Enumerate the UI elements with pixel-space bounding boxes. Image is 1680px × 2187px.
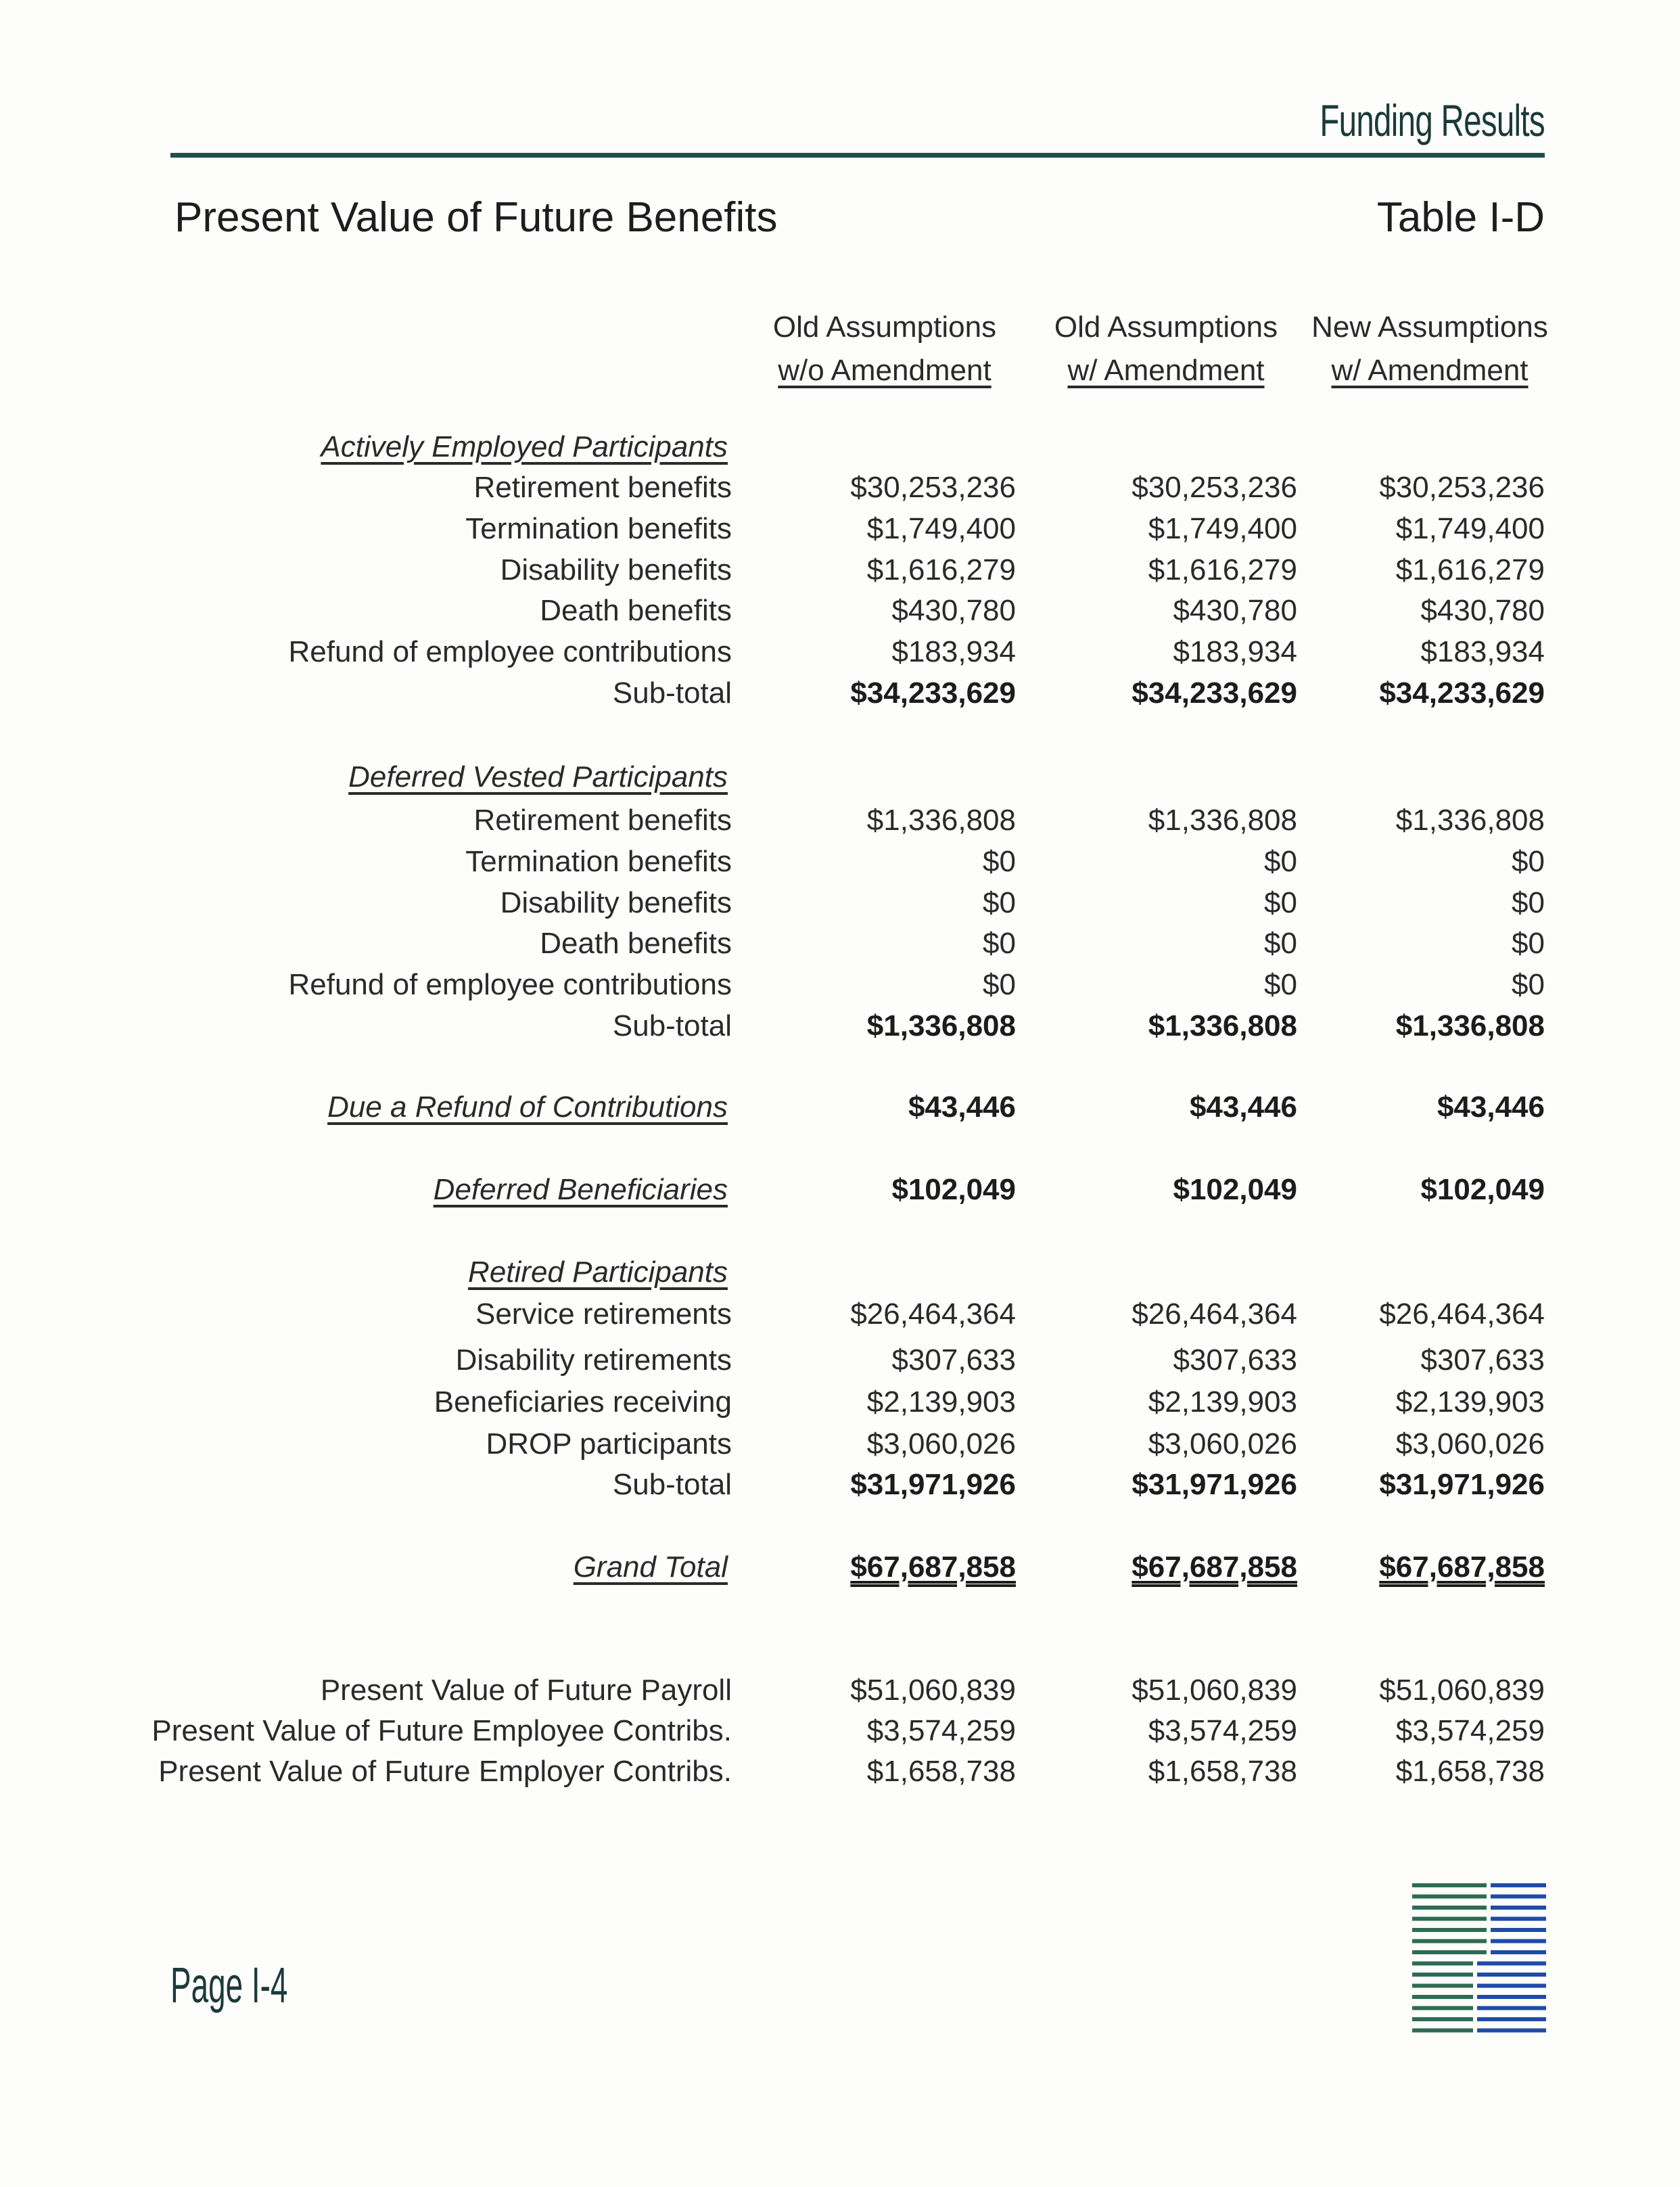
logo-stripe-green [1412,1895,1487,1899]
logo-stripe-green [1412,1973,1473,1977]
table-row-value-3: $0 [1512,844,1545,878]
table-row-value-2: $1,749,400 [1148,511,1297,545]
logo-stripe-blue [1477,1973,1546,1977]
subtotal-value-3: $31,971,926 [1379,1468,1545,1501]
logo-stripe-blue [1477,2017,1546,2021]
table-row-label: DROP participants [486,1427,732,1460]
logo-stripe-green [1412,2017,1473,2021]
table-row-value-2: $1,616,279 [1148,553,1297,586]
page-title: Present Value of Future Benefits [174,194,778,241]
table-row-value-3: $2,139,903 [1395,1385,1545,1419]
logo-stripe-green [1412,1950,1487,1954]
table-row-label: Refund of employee contributions [288,968,732,1002]
present-value-value-2: $1,658,738 [1148,1755,1297,1788]
column-header-1-line2: w/o Amendment [778,354,991,387]
table-row-value-2: $307,633 [1173,1343,1297,1377]
table-row-value-2: $0 [1264,927,1297,961]
subtotal-value-2: $34,233,629 [1131,676,1297,710]
present-value-value-1: $3,574,259 [866,1714,1016,1747]
table-row-value-1: $0 [983,968,1016,1002]
present-value-value-3: $51,060,839 [1379,1674,1545,1707]
column-header-2-line1: Old Assumptions [1054,310,1278,344]
grand-total-label: Grand Total [573,1550,728,1584]
table-row-value-2: $0 [1264,885,1297,919]
logo-stripe-blue [1491,1928,1546,1932]
table-row-value-2: $1,336,808 [1148,804,1297,837]
logo-stripe-blue [1491,1883,1546,1887]
grand-total-value-2: $67,687,858 [1131,1550,1297,1584]
subtotal-value-2: $1,336,808 [1148,1009,1297,1042]
table-row-value-3: $0 [1512,927,1545,961]
logo-stripe-blue [1477,1962,1546,1966]
table-row-label: Death benefits [540,594,732,628]
table-row-label: Refund of employee contributions [288,635,732,669]
subtotal-value-1: $31,971,926 [850,1468,1016,1501]
present-value-value-1: $1,658,738 [866,1755,1016,1788]
table-row-value-1: $183,934 [891,635,1016,669]
table-row-value-1: $30,253,236 [850,471,1016,504]
logo-stripe-blue [1491,1950,1546,1954]
section-retired-heading: Retired Participants [468,1256,728,1289]
table-row-value-3: $30,253,236 [1379,471,1545,504]
table-row-value-1: $0 [983,844,1016,878]
due-refund-value-2: $43,446 [1189,1090,1297,1124]
table-row-value-2: $430,780 [1173,594,1297,628]
logo-stripe-green [1412,1995,1473,1999]
table-row-label: Death benefits [540,927,732,961]
logo-stripe-green [1412,2029,1473,2033]
logo-stripe-green [1412,1962,1473,1966]
present-value-label: Present Value of Future Employer Contribs. [158,1755,732,1788]
deferred-beneficiaries-value-3: $102,049 [1420,1173,1545,1206]
section-active-heading: Actively Employed Participants [321,430,728,463]
column-header-3-line1: New Assumptions [1311,310,1548,344]
table-row-value-1: $1,749,400 [866,511,1016,545]
logo-stripe-green [1412,2006,1473,2010]
table-row-value-3: $3,060,026 [1395,1427,1545,1460]
logo-stripe-green [1412,1906,1487,1910]
table-row-label: Disability retirements [455,1343,732,1377]
table-row-value-3: $1,749,400 [1395,511,1545,545]
logo-stripe-blue [1491,1939,1546,1943]
subtotal-label: Sub-total [612,1009,732,1042]
table-row-value-2: $0 [1264,844,1297,878]
due-refund-value-1: $43,446 [908,1090,1016,1124]
table-row-label: Termination benefits [465,511,732,545]
logo-stripe-green [1412,1883,1487,1887]
table-row-value-3: $307,633 [1420,1343,1545,1377]
table-row-value-3: $0 [1512,885,1545,919]
table-row-label: Retirement benefits [473,804,732,837]
subtotal-value-3: $34,233,629 [1379,676,1545,710]
table-row-value-2: $0 [1264,968,1297,1002]
table-row-value-3: $430,780 [1420,594,1545,628]
table-row-label: Beneficiaries receiving [434,1385,732,1419]
subtotal-value-1: $1,336,808 [866,1009,1016,1042]
table-row-value-1: $2,139,903 [866,1385,1016,1419]
table-row-value-1: $1,616,279 [866,553,1016,586]
page-number: Page I-4 [170,1957,288,2013]
company-logo [1412,1879,1546,2042]
table-row-value-2: $2,139,903 [1148,1385,1297,1419]
section-deferred-beneficiaries-heading: Deferred Beneficiaries [433,1173,728,1206]
section-due-refund-heading: Due a Refund of Contributions [327,1090,728,1124]
table-row-label: Disability benefits [500,885,732,919]
column-header-1 [736,306,1033,392]
table-row-value-2: $30,253,236 [1131,471,1297,504]
table-row-value-3: $26,464,364 [1379,1297,1545,1331]
table-row-value-1: $307,633 [891,1343,1016,1377]
logo-stripe-blue [1477,2006,1546,2010]
column-header-1-line1: Old Assumptions [772,310,997,344]
table-row-value-2: $26,464,364 [1131,1297,1297,1331]
present-value-value-2: $51,060,839 [1131,1674,1297,1707]
logo-stripe-blue [1491,1906,1546,1910]
grand-total-value-1: $67,687,858 [850,1550,1016,1584]
table-id: Table I-D [1376,194,1545,241]
present-value-label: Present Value of Future Employee Contribs. [151,1714,732,1747]
deferred-beneficiaries-value-2: $102,049 [1173,1173,1297,1206]
column-header-2-line2: w/ Amendment [1067,354,1265,387]
grand-total-value-3: $67,687,858 [1379,1550,1545,1584]
column-header-3 [1281,306,1579,392]
subtotal-value-2: $31,971,926 [1131,1468,1297,1501]
section-name: Funding Results [1320,95,1545,145]
table-row-value-3: $183,934 [1420,635,1545,669]
logo-stripe-blue [1477,1984,1546,1988]
table-row-value-3: $1,336,808 [1395,804,1545,837]
table-row-value-1: $26,464,364 [850,1297,1016,1331]
subtotal-label: Sub-total [612,676,732,710]
due-refund-value-3: $43,446 [1437,1090,1545,1124]
table-row-value-2: $3,060,026 [1148,1427,1297,1460]
column-header-3-line2: w/ Amendment [1331,354,1529,387]
table-row-value-1: $0 [983,927,1016,961]
present-value-value-3: $3,574,259 [1395,1714,1545,1747]
logo-stripe-green [1412,1928,1487,1932]
present-value-value-1: $51,060,839 [850,1674,1016,1707]
present-value-value-3: $1,658,738 [1395,1755,1545,1788]
subtotal-label: Sub-total [612,1468,732,1501]
present-value-value-2: $3,574,259 [1148,1714,1297,1747]
logo-stripe-blue [1477,2029,1546,2033]
table-row-label: Termination benefits [465,844,732,878]
logo-stripe-green [1412,1984,1473,1988]
column-header-2 [1017,306,1315,392]
table-row-label: Disability benefits [500,553,732,586]
deferred-beneficiaries-value-1: $102,049 [891,1173,1016,1206]
subtotal-value-1: $34,233,629 [850,676,1016,710]
table-row-value-3: $1,616,279 [1395,553,1545,586]
present-value-label: Present Value of Future Payroll [320,1674,732,1707]
table-row-value-3: $0 [1512,968,1545,1002]
table-row-label: Retirement benefits [473,471,732,504]
logo-stripe-blue [1491,1917,1546,1921]
section-deferred-vested-heading: Deferred Vested Participants [348,760,728,793]
logo-stripe-blue [1491,1895,1546,1899]
logo-stripe-green [1412,1917,1487,1921]
table-row-value-1: $1,336,808 [866,804,1016,837]
logo-stripe-blue [1477,1995,1546,1999]
table-row-value-1: $0 [983,885,1016,919]
table-row-value-2: $183,934 [1173,635,1297,669]
logo-stripe-green [1412,1939,1487,1943]
subtotal-value-3: $1,336,808 [1395,1009,1545,1042]
table-row-value-1: $430,780 [891,594,1016,628]
table-row-value-1: $3,060,026 [866,1427,1016,1460]
table-row-label: Service retirements [475,1297,732,1331]
header-rule [170,153,1545,158]
